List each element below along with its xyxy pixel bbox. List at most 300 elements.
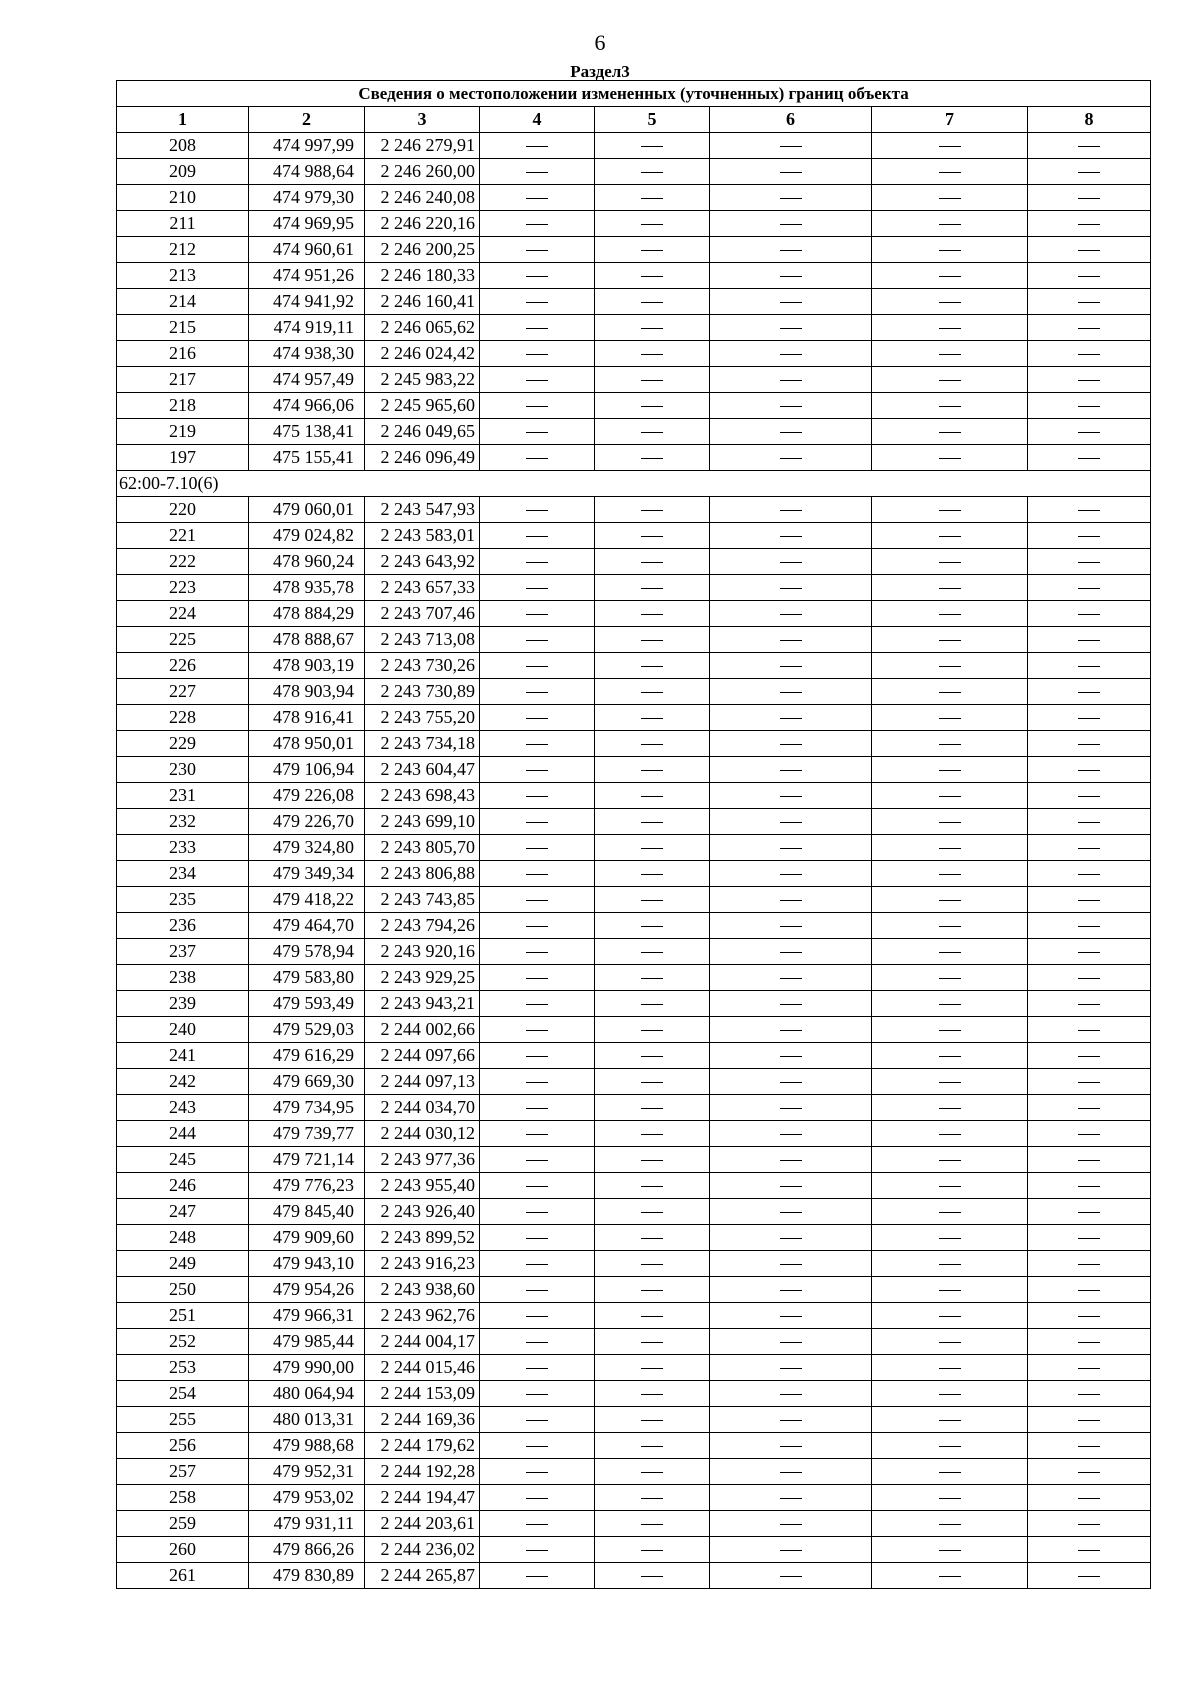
dash-mark — [780, 1394, 802, 1395]
column-header: 3 — [365, 107, 480, 133]
x-coordinate-cell: 479 909,60 — [249, 1225, 365, 1251]
dash-mark — [641, 848, 663, 849]
dash-mark — [526, 1134, 548, 1135]
dash-mark — [780, 770, 802, 771]
x-coordinate-cell: 479 464,70 — [249, 913, 365, 939]
dash-mark — [939, 510, 961, 511]
empty-value-cell — [1028, 1251, 1151, 1277]
table-row — [117, 1069, 1151, 1095]
dash-mark — [780, 1238, 802, 1239]
dash-mark — [939, 250, 961, 251]
dash-mark — [780, 146, 802, 147]
empty-value-cell — [595, 601, 710, 627]
empty-value-cell — [480, 913, 595, 939]
empty-value-cell — [1028, 1121, 1151, 1147]
dash-mark — [641, 380, 663, 381]
dash-mark — [939, 1316, 961, 1317]
empty-value-cell — [595, 1563, 710, 1589]
dash-mark — [780, 796, 802, 797]
table-row — [117, 861, 1151, 887]
empty-value-cell — [710, 263, 872, 289]
empty-value-cell — [480, 1095, 595, 1121]
empty-value-cell — [710, 237, 872, 263]
x-coordinate-cell: 479 669,30 — [249, 1069, 365, 1095]
y-coordinate-cell: 2 244 153,09 — [365, 1381, 480, 1407]
y-coordinate-cell: 2 243 643,92 — [365, 549, 480, 575]
table-row — [117, 1199, 1151, 1225]
parcel-group-label: 62:00-7.10(6) — [117, 471, 1151, 497]
dash-mark — [1078, 562, 1100, 563]
empty-value-cell — [710, 1095, 872, 1121]
table-row — [117, 315, 1151, 341]
empty-value-cell — [480, 1173, 595, 1199]
empty-value-cell — [480, 1069, 595, 1095]
empty-value-cell — [595, 705, 710, 731]
empty-value-cell — [710, 1459, 872, 1485]
table-row — [117, 991, 1151, 1017]
dash-mark — [1078, 666, 1100, 667]
y-coordinate-cell: 2 243 794,26 — [365, 913, 480, 939]
empty-value-cell — [480, 1017, 595, 1043]
dash-mark — [780, 380, 802, 381]
dash-mark — [641, 1524, 663, 1525]
dash-mark — [1078, 692, 1100, 693]
dash-mark — [641, 952, 663, 953]
point-number-cell: 243 — [117, 1095, 249, 1121]
dash-mark — [939, 406, 961, 407]
dash-mark — [780, 588, 802, 589]
dash-mark — [939, 1420, 961, 1421]
dash-mark — [1078, 1550, 1100, 1551]
empty-value-cell — [480, 315, 595, 341]
empty-value-cell — [710, 1147, 872, 1173]
dash-mark — [526, 1030, 548, 1031]
table-title: Сведения о местоположении измененных (уточненных) границ объекта — [117, 81, 1151, 107]
dash-mark — [526, 250, 548, 251]
empty-value-cell — [872, 289, 1028, 315]
x-coordinate-cell: 478 884,29 — [249, 601, 365, 627]
x-coordinate-cell: 474 997,99 — [249, 133, 365, 159]
x-coordinate-cell: 479 578,94 — [249, 939, 365, 965]
empty-value-cell — [1028, 341, 1151, 367]
empty-value-cell — [710, 1043, 872, 1069]
dash-mark — [526, 926, 548, 927]
empty-value-cell — [480, 159, 595, 185]
empty-value-cell — [480, 419, 595, 445]
empty-value-cell — [710, 1277, 872, 1303]
empty-value-cell — [595, 809, 710, 835]
empty-value-cell — [595, 965, 710, 991]
dash-mark — [526, 1576, 548, 1577]
table-row — [117, 575, 1151, 601]
dash-mark — [526, 848, 548, 849]
dash-mark — [641, 978, 663, 979]
empty-value-cell — [710, 1199, 872, 1225]
empty-value-cell — [595, 1199, 710, 1225]
table-row — [117, 1173, 1151, 1199]
point-number-cell: 257 — [117, 1459, 249, 1485]
empty-value-cell — [872, 393, 1028, 419]
x-coordinate-cell: 479 931,11 — [249, 1511, 365, 1537]
empty-value-cell — [480, 757, 595, 783]
empty-value-cell — [480, 445, 595, 471]
dash-mark — [780, 1368, 802, 1369]
point-number-cell: 253 — [117, 1355, 249, 1381]
dash-mark — [641, 718, 663, 719]
dash-mark — [780, 458, 802, 459]
empty-value-cell — [710, 1303, 872, 1329]
empty-value-cell — [1028, 185, 1151, 211]
dash-mark — [939, 1550, 961, 1551]
table-row — [117, 445, 1151, 471]
dash-mark — [1078, 1420, 1100, 1421]
table-row — [117, 1251, 1151, 1277]
y-coordinate-cell: 2 244 030,12 — [365, 1121, 480, 1147]
empty-value-cell — [710, 1225, 872, 1251]
table-row — [117, 523, 1151, 549]
empty-value-cell — [595, 1537, 710, 1563]
empty-value-cell — [1028, 315, 1151, 341]
dash-mark — [939, 796, 961, 797]
empty-value-cell — [1028, 1355, 1151, 1381]
dash-mark — [939, 276, 961, 277]
table-row — [117, 627, 1151, 653]
table-row — [117, 1043, 1151, 1069]
dash-mark — [641, 1368, 663, 1369]
empty-value-cell — [710, 159, 872, 185]
dash-mark — [939, 1212, 961, 1213]
point-number-cell: 221 — [117, 523, 249, 549]
empty-value-cell — [872, 601, 1028, 627]
point-number-cell: 224 — [117, 601, 249, 627]
dash-mark — [526, 796, 548, 797]
empty-value-cell — [1028, 991, 1151, 1017]
empty-value-cell — [480, 939, 595, 965]
x-coordinate-cell: 479 866,26 — [249, 1537, 365, 1563]
y-coordinate-cell: 2 243 730,89 — [365, 679, 480, 705]
x-coordinate-cell: 474 938,30 — [249, 341, 365, 367]
table-row — [117, 835, 1151, 861]
y-coordinate-cell: 2 243 806,88 — [365, 861, 480, 887]
dash-mark — [780, 172, 802, 173]
empty-value-cell — [1028, 1329, 1151, 1355]
empty-value-cell — [480, 1251, 595, 1277]
dash-mark — [1078, 614, 1100, 615]
empty-value-cell — [710, 497, 872, 523]
y-coordinate-cell: 2 243 713,08 — [365, 627, 480, 653]
y-coordinate-cell: 2 243 916,23 — [365, 1251, 480, 1277]
dash-mark — [1078, 874, 1100, 875]
dash-mark — [780, 1316, 802, 1317]
x-coordinate-cell: 475 155,41 — [249, 445, 365, 471]
empty-value-cell — [480, 1537, 595, 1563]
empty-value-cell — [710, 1121, 872, 1147]
column-header: 7 — [872, 107, 1028, 133]
dash-mark — [1078, 952, 1100, 953]
dash-mark — [939, 1576, 961, 1577]
dash-mark — [526, 172, 548, 173]
y-coordinate-cell: 2 245 983,22 — [365, 367, 480, 393]
dash-mark — [641, 1550, 663, 1551]
x-coordinate-cell: 480 013,31 — [249, 1407, 365, 1433]
y-coordinate-cell: 2 243 955,40 — [365, 1173, 480, 1199]
x-coordinate-cell: 474 941,92 — [249, 289, 365, 315]
dash-mark — [526, 1108, 548, 1109]
dash-mark — [939, 172, 961, 173]
dash-mark — [780, 744, 802, 745]
empty-value-cell — [1028, 1381, 1151, 1407]
dash-mark — [641, 1498, 663, 1499]
empty-value-cell — [480, 627, 595, 653]
dash-mark — [1078, 1264, 1100, 1265]
dash-mark — [641, 1576, 663, 1577]
empty-value-cell — [480, 835, 595, 861]
empty-value-cell — [595, 237, 710, 263]
dash-mark — [780, 718, 802, 719]
y-coordinate-cell: 2 243 604,47 — [365, 757, 480, 783]
dash-mark — [641, 1108, 663, 1109]
dash-mark — [1078, 536, 1100, 537]
y-coordinate-cell: 2 244 097,66 — [365, 1043, 480, 1069]
column-header: 6 — [710, 107, 872, 133]
empty-value-cell — [480, 1121, 595, 1147]
x-coordinate-cell: 479 830,89 — [249, 1563, 365, 1589]
empty-value-cell — [1028, 1511, 1151, 1537]
dash-mark — [939, 1368, 961, 1369]
table-row — [117, 913, 1151, 939]
dash-mark — [1078, 276, 1100, 277]
empty-value-cell — [872, 549, 1028, 575]
dash-mark — [780, 1264, 802, 1265]
point-number-cell: 226 — [117, 653, 249, 679]
empty-value-cell — [710, 705, 872, 731]
point-number-cell: 247 — [117, 1199, 249, 1225]
empty-value-cell — [480, 861, 595, 887]
dash-mark — [641, 328, 663, 329]
empty-value-cell — [595, 341, 710, 367]
dash-mark — [1078, 198, 1100, 199]
empty-value-cell — [710, 1173, 872, 1199]
dash-mark — [1078, 926, 1100, 927]
x-coordinate-cell: 479 776,23 — [249, 1173, 365, 1199]
dash-mark — [780, 562, 802, 563]
empty-value-cell — [710, 575, 872, 601]
dash-mark — [526, 770, 548, 771]
table-row — [117, 1277, 1151, 1303]
dash-mark — [641, 224, 663, 225]
dash-mark — [780, 1186, 802, 1187]
dash-mark — [526, 458, 548, 459]
dash-mark — [1078, 172, 1100, 173]
empty-value-cell — [1028, 419, 1151, 445]
empty-value-cell — [1028, 1563, 1151, 1589]
point-number-cell: 259 — [117, 1511, 249, 1537]
empty-value-cell — [710, 861, 872, 887]
empty-value-cell — [872, 445, 1028, 471]
x-coordinate-cell: 474 979,30 — [249, 185, 365, 211]
y-coordinate-cell: 2 243 743,85 — [365, 887, 480, 913]
empty-value-cell — [872, 991, 1028, 1017]
dash-mark — [939, 640, 961, 641]
dash-mark — [641, 1160, 663, 1161]
dash-mark — [526, 1550, 548, 1551]
point-number-cell: 225 — [117, 627, 249, 653]
empty-value-cell — [872, 1563, 1028, 1589]
x-coordinate-cell: 479 593,49 — [249, 991, 365, 1017]
point-number-cell: 244 — [117, 1121, 249, 1147]
empty-value-cell — [595, 1303, 710, 1329]
dash-mark — [780, 198, 802, 199]
empty-value-cell — [480, 1355, 595, 1381]
dash-mark — [780, 1290, 802, 1291]
point-number-cell: 197 — [117, 445, 249, 471]
empty-value-cell — [1028, 1433, 1151, 1459]
dash-mark — [939, 874, 961, 875]
dash-mark — [939, 848, 961, 849]
empty-value-cell — [710, 393, 872, 419]
dash-mark — [526, 1056, 548, 1057]
dash-mark — [1078, 146, 1100, 147]
dash-mark — [641, 1056, 663, 1057]
table-row — [117, 1303, 1151, 1329]
empty-value-cell — [480, 263, 595, 289]
empty-value-cell — [1028, 705, 1151, 731]
dash-mark — [526, 302, 548, 303]
dash-mark — [1078, 822, 1100, 823]
table-row — [117, 1121, 1151, 1147]
empty-value-cell — [595, 159, 710, 185]
empty-value-cell — [1028, 497, 1151, 523]
dash-mark — [641, 926, 663, 927]
empty-value-cell — [872, 341, 1028, 367]
dash-mark — [526, 1004, 548, 1005]
empty-value-cell — [872, 1355, 1028, 1381]
dash-mark — [939, 692, 961, 693]
empty-value-cell — [872, 731, 1028, 757]
dash-mark — [526, 354, 548, 355]
dash-mark — [1078, 1316, 1100, 1317]
point-number-cell: 223 — [117, 575, 249, 601]
table-row — [117, 1355, 1151, 1381]
dash-mark — [1078, 1342, 1100, 1343]
dash-mark — [641, 1472, 663, 1473]
empty-value-cell — [710, 679, 872, 705]
dash-mark — [1078, 1238, 1100, 1239]
dash-mark — [641, 822, 663, 823]
x-coordinate-cell: 479 954,26 — [249, 1277, 365, 1303]
empty-value-cell — [595, 575, 710, 601]
point-number-cell: 245 — [117, 1147, 249, 1173]
dash-mark — [526, 536, 548, 537]
point-number-cell: 212 — [117, 237, 249, 263]
empty-value-cell — [1028, 679, 1151, 705]
dash-mark — [641, 588, 663, 589]
dash-mark — [641, 1394, 663, 1395]
boundary-coordinates-table — [116, 80, 1151, 1589]
table-row — [117, 211, 1151, 237]
point-number-cell: 211 — [117, 211, 249, 237]
dash-mark — [780, 952, 802, 953]
x-coordinate-cell: 479 845,40 — [249, 1199, 365, 1225]
dash-mark — [526, 406, 548, 407]
x-coordinate-cell: 479 952,31 — [249, 1459, 365, 1485]
empty-value-cell — [872, 1511, 1028, 1537]
point-number-cell: 238 — [117, 965, 249, 991]
dash-mark — [939, 666, 961, 667]
y-coordinate-cell: 2 243 734,18 — [365, 731, 480, 757]
dash-mark — [1078, 354, 1100, 355]
empty-value-cell — [872, 1043, 1028, 1069]
dash-mark — [1078, 380, 1100, 381]
y-coordinate-cell: 2 243 755,20 — [365, 705, 480, 731]
dash-mark — [1078, 1108, 1100, 1109]
dash-mark — [526, 900, 548, 901]
empty-value-cell — [595, 1043, 710, 1069]
empty-value-cell — [710, 887, 872, 913]
empty-value-cell — [480, 497, 595, 523]
dash-mark — [641, 354, 663, 355]
empty-value-cell — [480, 289, 595, 315]
empty-value-cell — [480, 809, 595, 835]
dash-mark — [780, 328, 802, 329]
x-coordinate-cell: 479 060,01 — [249, 497, 365, 523]
empty-value-cell — [710, 523, 872, 549]
point-number-cell: 260 — [117, 1537, 249, 1563]
empty-value-cell — [1028, 1407, 1151, 1433]
empty-value-cell — [710, 601, 872, 627]
empty-value-cell — [595, 1511, 710, 1537]
y-coordinate-cell: 2 246 024,42 — [365, 341, 480, 367]
dash-mark — [780, 1472, 802, 1473]
dash-mark — [641, 692, 663, 693]
dash-mark — [641, 770, 663, 771]
dash-mark — [1078, 718, 1100, 719]
dash-mark — [526, 1186, 548, 1187]
dash-mark — [641, 640, 663, 641]
empty-value-cell — [480, 783, 595, 809]
empty-value-cell — [595, 913, 710, 939]
point-number-cell: 208 — [117, 133, 249, 159]
y-coordinate-cell: 2 246 160,41 — [365, 289, 480, 315]
dash-mark — [939, 1394, 961, 1395]
empty-value-cell — [710, 315, 872, 341]
dash-mark — [641, 406, 663, 407]
empty-value-cell — [480, 887, 595, 913]
empty-value-cell — [872, 835, 1028, 861]
y-coordinate-cell: 2 244 194,47 — [365, 1485, 480, 1511]
table-row — [117, 133, 1151, 159]
y-coordinate-cell: 2 243 805,70 — [365, 835, 480, 861]
dash-mark — [939, 926, 961, 927]
empty-value-cell — [872, 523, 1028, 549]
dash-mark — [641, 1420, 663, 1421]
point-number-cell: 242 — [117, 1069, 249, 1095]
empty-value-cell — [710, 1485, 872, 1511]
dash-mark — [780, 1212, 802, 1213]
dash-mark — [526, 666, 548, 667]
dash-mark — [641, 458, 663, 459]
y-coordinate-cell: 2 244 179,62 — [365, 1433, 480, 1459]
y-coordinate-cell: 2 246 260,00 — [365, 159, 480, 185]
dash-mark — [939, 328, 961, 329]
dash-mark — [939, 1030, 961, 1031]
x-coordinate-cell: 478 903,19 — [249, 653, 365, 679]
empty-value-cell — [1028, 289, 1151, 315]
dash-mark — [526, 744, 548, 745]
y-coordinate-cell: 2 246 240,08 — [365, 185, 480, 211]
dash-mark — [939, 1004, 961, 1005]
point-number-cell: 246 — [117, 1173, 249, 1199]
